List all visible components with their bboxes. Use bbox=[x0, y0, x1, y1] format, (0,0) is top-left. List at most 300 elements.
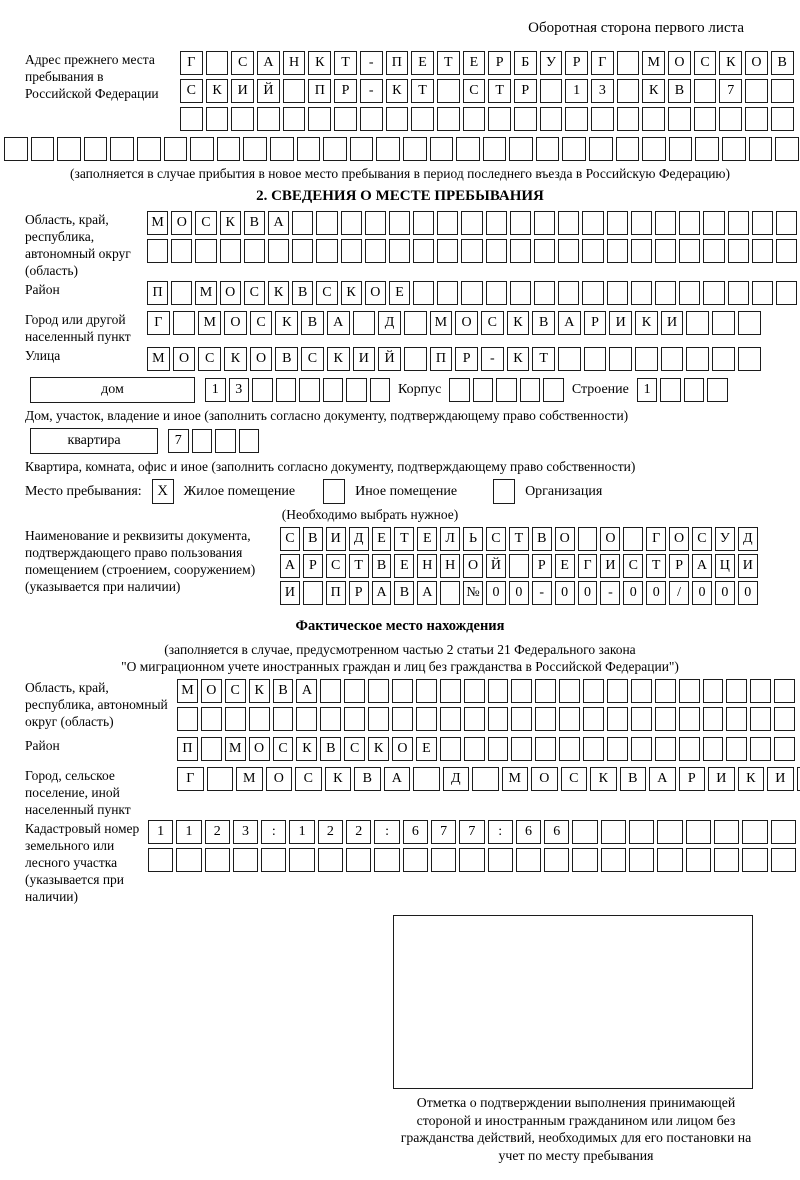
char-cell: К bbox=[386, 79, 409, 103]
char-cell: О bbox=[555, 527, 575, 551]
char-cell: М bbox=[177, 679, 198, 703]
char-cell: В bbox=[244, 211, 265, 235]
char-cell: 7 bbox=[431, 820, 456, 844]
char-cell: В bbox=[372, 554, 392, 578]
section2-title: 2. СВЕДЕНИЯ О МЕСТЕ ПРЕБЫВАНИЯ bbox=[256, 188, 544, 204]
char-cell bbox=[488, 707, 509, 731]
char-cell bbox=[642, 107, 665, 131]
char-cell bbox=[483, 137, 507, 161]
s2-oblast-label: Область, край, республика, автономный округ (область) bbox=[25, 212, 131, 278]
char-cell: А bbox=[280, 554, 300, 578]
char-cell bbox=[623, 527, 643, 551]
char-cell bbox=[510, 211, 531, 235]
char-cell: К bbox=[341, 281, 362, 305]
char-cell: Р bbox=[514, 79, 537, 103]
prev-address-row-1[interactable] bbox=[180, 51, 794, 75]
char-cell bbox=[750, 737, 771, 761]
char-cell: : bbox=[374, 820, 399, 844]
char-cell bbox=[679, 281, 700, 305]
char-cell: С bbox=[280, 527, 300, 551]
char-cell bbox=[320, 679, 341, 703]
s2-oblast-row-1[interactable] bbox=[147, 211, 797, 235]
char-cell bbox=[607, 737, 628, 761]
char-cell: А bbox=[372, 581, 392, 605]
char-cell bbox=[534, 211, 555, 235]
char-cell bbox=[386, 107, 409, 131]
char-cell: К bbox=[719, 51, 742, 75]
apartment-cells[interactable] bbox=[168, 429, 259, 453]
char-cell bbox=[389, 211, 410, 235]
char-cell: И bbox=[738, 554, 758, 578]
s2-oblast-row-2[interactable] bbox=[147, 239, 797, 263]
char-cell: Й bbox=[378, 347, 401, 371]
char-cell bbox=[703, 281, 724, 305]
char-cell: 6 bbox=[516, 820, 541, 844]
char-cell bbox=[318, 848, 343, 872]
char-cell: К bbox=[507, 311, 530, 335]
stay-option-label-organization: Организация bbox=[525, 483, 603, 499]
char-cell bbox=[486, 281, 507, 305]
char-cell: Ц bbox=[715, 554, 735, 578]
char-cell: И bbox=[661, 311, 684, 335]
char-cell: 3 bbox=[229, 378, 250, 402]
char-cell: С bbox=[250, 311, 273, 335]
char-cell: К bbox=[635, 311, 658, 335]
char-cell bbox=[540, 107, 563, 131]
char-cell bbox=[206, 107, 229, 131]
document-row-1[interactable] bbox=[280, 527, 758, 551]
char-cell: : bbox=[488, 820, 513, 844]
page-header: Оборотная сторона первого листа bbox=[528, 20, 744, 36]
char-cell: И bbox=[231, 79, 254, 103]
char-cell bbox=[607, 281, 628, 305]
char-cell: О bbox=[668, 51, 691, 75]
char-cell: С bbox=[694, 51, 717, 75]
char-cell bbox=[344, 679, 365, 703]
char-cell: В bbox=[668, 79, 691, 103]
house-number-cells[interactable] bbox=[205, 378, 390, 402]
char-cell bbox=[558, 239, 579, 263]
s2-street-row[interactable] bbox=[147, 347, 761, 371]
char-cell: 0 bbox=[692, 581, 712, 605]
char-cell bbox=[558, 211, 579, 235]
document-label: Наименование и реквизиты документа, подтверждающего право пользования помещением (строением, сооружением) (указывается при наличии) bbox=[25, 528, 256, 594]
char-cell bbox=[655, 737, 676, 761]
char-cell bbox=[416, 679, 437, 703]
char-cell bbox=[392, 679, 413, 703]
char-cell: Н bbox=[417, 554, 437, 578]
char-cell: 1 bbox=[637, 378, 658, 402]
char-cell: В bbox=[394, 581, 414, 605]
s3-raion-label: Район bbox=[25, 738, 60, 753]
char-cell bbox=[220, 239, 241, 263]
char-cell: О bbox=[463, 554, 483, 578]
char-cell bbox=[655, 211, 676, 235]
char-cell bbox=[774, 679, 795, 703]
char-cell: Е bbox=[394, 554, 414, 578]
char-cell: И bbox=[600, 554, 620, 578]
char-cell bbox=[655, 239, 676, 263]
char-cell bbox=[430, 137, 454, 161]
char-cell bbox=[660, 378, 681, 402]
char-cell bbox=[510, 281, 531, 305]
char-cell bbox=[534, 239, 555, 263]
prev-address-row-3[interactable] bbox=[180, 107, 794, 131]
char-cell bbox=[655, 707, 676, 731]
s2-street-block bbox=[0, 347, 800, 375]
char-cell bbox=[374, 848, 399, 872]
char-cell bbox=[745, 107, 768, 131]
char-cell: С bbox=[692, 527, 712, 551]
stay-option-checkbox-residential[interactable]: X bbox=[152, 479, 174, 504]
char-cell bbox=[728, 281, 749, 305]
char-cell: С bbox=[486, 527, 506, 551]
char-cell: 2 bbox=[318, 820, 343, 844]
char-cell: 7 bbox=[459, 820, 484, 844]
char-cell: Е bbox=[416, 737, 437, 761]
char-cell: Т bbox=[411, 79, 434, 103]
char-cell bbox=[84, 137, 108, 161]
char-cell: Р bbox=[349, 581, 369, 605]
char-cell: Т bbox=[334, 51, 357, 75]
char-cell bbox=[171, 281, 192, 305]
char-cell: В bbox=[532, 311, 555, 335]
char-cell bbox=[684, 378, 705, 402]
char-cell bbox=[205, 848, 230, 872]
char-cell: В bbox=[354, 767, 381, 791]
char-cell bbox=[562, 137, 586, 161]
s3-raion-block bbox=[0, 737, 800, 765]
char-cell: В bbox=[620, 767, 647, 791]
char-cell bbox=[686, 347, 709, 371]
char-cell bbox=[464, 679, 485, 703]
char-cell: Р bbox=[565, 51, 588, 75]
s2-city-label: Город или другой населенный пункт bbox=[25, 312, 131, 344]
char-cell: Н bbox=[440, 554, 460, 578]
char-cell: В bbox=[292, 281, 313, 305]
char-cell bbox=[341, 239, 362, 263]
char-cell: М bbox=[198, 311, 221, 335]
char-cell: О bbox=[600, 527, 620, 551]
char-cell bbox=[591, 107, 614, 131]
char-cell: Т bbox=[349, 554, 369, 578]
char-cell bbox=[655, 679, 676, 703]
house-label-box: дом bbox=[30, 377, 195, 403]
char-cell bbox=[440, 581, 460, 605]
char-cell bbox=[559, 707, 580, 731]
char-cell bbox=[631, 281, 652, 305]
char-cell: С bbox=[316, 281, 337, 305]
char-cell bbox=[669, 137, 693, 161]
char-cell bbox=[774, 737, 795, 761]
char-cell bbox=[461, 211, 482, 235]
char-cell: О bbox=[250, 347, 273, 371]
char-cell bbox=[738, 347, 761, 371]
char-cell bbox=[629, 848, 654, 872]
char-cell bbox=[534, 281, 555, 305]
char-cell: 1 bbox=[205, 378, 226, 402]
char-cell: И bbox=[609, 311, 632, 335]
char-cell bbox=[635, 347, 658, 371]
char-cell: Г bbox=[646, 527, 666, 551]
section3-title: Фактическое место нахождения bbox=[295, 618, 505, 634]
char-cell: М bbox=[642, 51, 665, 75]
char-cell: С bbox=[344, 737, 365, 761]
char-cell bbox=[171, 239, 192, 263]
char-cell: 0 bbox=[578, 581, 598, 605]
char-cell bbox=[582, 211, 603, 235]
char-cell: - bbox=[360, 51, 383, 75]
char-cell bbox=[738, 311, 761, 335]
char-cell bbox=[511, 707, 532, 731]
char-cell: О bbox=[745, 51, 768, 75]
char-cell: 0 bbox=[486, 581, 506, 605]
char-cell bbox=[195, 239, 216, 263]
char-cell: 6 bbox=[403, 820, 428, 844]
s2-oblast-block bbox=[0, 211, 800, 279]
cadastre-row-2[interactable] bbox=[148, 848, 796, 872]
char-cell: О bbox=[173, 347, 196, 371]
char-cell bbox=[207, 767, 234, 791]
char-cell: Т bbox=[646, 554, 666, 578]
char-cell bbox=[365, 211, 386, 235]
char-cell bbox=[488, 679, 509, 703]
char-cell bbox=[413, 211, 434, 235]
char-cell: А bbox=[296, 679, 317, 703]
char-cell: Т bbox=[488, 79, 511, 103]
char-cell bbox=[655, 281, 676, 305]
char-cell bbox=[558, 347, 581, 371]
char-cell: Е bbox=[389, 281, 410, 305]
char-cell bbox=[459, 848, 484, 872]
char-cell: О bbox=[249, 737, 270, 761]
s3-oblast-row-1[interactable] bbox=[177, 679, 795, 703]
char-cell: О bbox=[392, 737, 413, 761]
s2-raion-label: Район bbox=[25, 282, 60, 297]
char-cell bbox=[582, 239, 603, 263]
char-cell: Р bbox=[334, 79, 357, 103]
char-cell: А bbox=[384, 767, 411, 791]
char-cell bbox=[413, 281, 434, 305]
char-cell: С bbox=[180, 79, 203, 103]
char-cell bbox=[509, 137, 533, 161]
char-cell bbox=[578, 527, 598, 551]
char-cell: Й bbox=[257, 79, 280, 103]
char-cell: С bbox=[301, 347, 324, 371]
char-cell bbox=[57, 137, 81, 161]
char-cell bbox=[558, 281, 579, 305]
char-cell bbox=[703, 239, 724, 263]
char-cell: С bbox=[198, 347, 221, 371]
char-cell bbox=[486, 211, 507, 235]
char-cell bbox=[775, 137, 799, 161]
char-cell: О bbox=[201, 679, 222, 703]
char-cell bbox=[631, 679, 652, 703]
char-cell: Г bbox=[180, 51, 203, 75]
char-cell: К bbox=[249, 679, 270, 703]
char-cell bbox=[661, 347, 684, 371]
char-cell bbox=[346, 848, 371, 872]
char-cell bbox=[283, 79, 306, 103]
s3-oblast-label: Область, край, республика, автономный округ (область) bbox=[25, 680, 168, 729]
char-cell bbox=[694, 79, 717, 103]
char-cell: С bbox=[561, 767, 588, 791]
char-cell bbox=[714, 820, 739, 844]
stroenie-cells[interactable] bbox=[637, 378, 728, 402]
char-cell bbox=[316, 239, 337, 263]
char-cell: С bbox=[273, 737, 294, 761]
stay-type-row bbox=[0, 479, 800, 504]
char-cell bbox=[728, 239, 749, 263]
char-cell: Д bbox=[443, 767, 470, 791]
char-cell: Е bbox=[417, 527, 437, 551]
char-cell bbox=[607, 211, 628, 235]
char-cell bbox=[316, 211, 337, 235]
char-cell bbox=[4, 137, 28, 161]
char-cell bbox=[392, 707, 413, 731]
cadastre-row-1[interactable] bbox=[148, 820, 796, 844]
prev-address-row-2[interactable] bbox=[180, 79, 794, 103]
char-cell bbox=[703, 707, 724, 731]
char-cell: - bbox=[600, 581, 620, 605]
char-cell bbox=[292, 239, 313, 263]
char-cell bbox=[323, 137, 347, 161]
stamp-section bbox=[0, 915, 800, 1164]
house-note: Дом, участок, владение и иное (заполнить согласно документу, подтверждающему право собственности) bbox=[25, 408, 629, 423]
char-cell: С bbox=[326, 554, 346, 578]
char-cell bbox=[320, 707, 341, 731]
char-cell bbox=[559, 679, 580, 703]
char-cell bbox=[413, 767, 440, 791]
char-cell bbox=[473, 378, 494, 402]
char-cell: Й bbox=[486, 554, 506, 578]
char-cell bbox=[703, 737, 724, 761]
char-cell: А bbox=[327, 311, 350, 335]
char-cell: К bbox=[308, 51, 331, 75]
char-cell bbox=[299, 378, 320, 402]
char-cell bbox=[510, 239, 531, 263]
char-cell bbox=[464, 707, 485, 731]
char-cell: С bbox=[244, 281, 265, 305]
document-row-2[interactable] bbox=[280, 554, 758, 578]
char-cell bbox=[201, 737, 222, 761]
char-cell bbox=[516, 848, 541, 872]
s3-city-block bbox=[0, 767, 800, 818]
char-cell bbox=[679, 707, 700, 731]
char-cell bbox=[607, 239, 628, 263]
char-cell bbox=[308, 107, 331, 131]
char-cell bbox=[520, 378, 541, 402]
char-cell bbox=[629, 820, 654, 844]
char-cell bbox=[749, 137, 773, 161]
char-cell bbox=[353, 311, 376, 335]
char-cell: О bbox=[531, 767, 558, 791]
char-cell bbox=[752, 239, 773, 263]
char-cell: К bbox=[325, 767, 352, 791]
char-cell bbox=[703, 211, 724, 235]
char-cell: А bbox=[692, 554, 712, 578]
char-cell bbox=[273, 707, 294, 731]
char-cell: 2 bbox=[346, 820, 371, 844]
char-cell: Т bbox=[532, 347, 555, 371]
stay-option-checkbox-organization[interactable] bbox=[493, 479, 515, 504]
char-cell bbox=[344, 707, 365, 731]
char-cell: Р bbox=[584, 311, 607, 335]
char-cell bbox=[584, 347, 607, 371]
char-cell bbox=[180, 107, 203, 131]
char-cell bbox=[268, 239, 289, 263]
s2-street-label: Улица bbox=[25, 348, 61, 363]
char-cell bbox=[514, 107, 537, 131]
char-cell bbox=[589, 137, 613, 161]
char-cell bbox=[488, 107, 511, 131]
char-cell bbox=[413, 239, 434, 263]
char-cell: 3 bbox=[591, 79, 614, 103]
char-cell bbox=[486, 239, 507, 263]
char-cell: С bbox=[295, 767, 322, 791]
char-cell bbox=[601, 820, 626, 844]
char-cell: Т bbox=[437, 51, 460, 75]
section3-note-line2: "О миграционном учете иностранных граждан и лиц без гражданства в Российской Федерации") bbox=[121, 659, 679, 674]
s3-city-row[interactable] bbox=[177, 767, 800, 791]
char-cell bbox=[668, 107, 691, 131]
char-cell bbox=[607, 707, 628, 731]
char-cell bbox=[771, 848, 796, 872]
stamp-box bbox=[393, 915, 753, 1089]
char-cell: П bbox=[147, 281, 168, 305]
korpus-cells[interactable] bbox=[449, 378, 564, 402]
char-cell: Д bbox=[349, 527, 369, 551]
prev-address-row-4[interactable] bbox=[0, 137, 800, 161]
char-cell: С bbox=[231, 51, 254, 75]
char-cell bbox=[797, 767, 800, 791]
s2-raion-row[interactable] bbox=[147, 281, 797, 305]
char-cell bbox=[283, 107, 306, 131]
char-cell: 0 bbox=[646, 581, 666, 605]
char-cell: Р bbox=[532, 554, 552, 578]
char-cell bbox=[583, 737, 604, 761]
char-cell: С bbox=[623, 554, 643, 578]
char-cell: Е bbox=[411, 51, 434, 75]
s3-oblast-block bbox=[0, 679, 800, 735]
s3-raion-row[interactable] bbox=[177, 737, 795, 761]
char-cell bbox=[617, 79, 640, 103]
s3-oblast-row-2[interactable] bbox=[177, 707, 795, 731]
stay-option-checkbox-other[interactable] bbox=[323, 479, 345, 504]
char-cell bbox=[572, 820, 597, 844]
char-cell: И bbox=[353, 347, 376, 371]
char-cell: 0 bbox=[738, 581, 758, 605]
char-cell bbox=[270, 137, 294, 161]
char-cell: А bbox=[268, 211, 289, 235]
char-cell bbox=[583, 679, 604, 703]
char-cell bbox=[712, 347, 735, 371]
s2-city-row[interactable] bbox=[147, 311, 761, 335]
char-cell bbox=[722, 137, 746, 161]
char-cell bbox=[686, 848, 711, 872]
char-cell: О bbox=[365, 281, 386, 305]
s2-raion-block bbox=[0, 281, 800, 309]
char-cell bbox=[712, 311, 735, 335]
char-cell: 0 bbox=[715, 581, 735, 605]
char-cell bbox=[631, 211, 652, 235]
document-row-3[interactable] bbox=[280, 581, 758, 605]
char-cell: 1 bbox=[289, 820, 314, 844]
char-cell bbox=[440, 707, 461, 731]
char-cell bbox=[686, 311, 709, 335]
house-row bbox=[0, 377, 800, 403]
char-cell bbox=[726, 737, 747, 761]
